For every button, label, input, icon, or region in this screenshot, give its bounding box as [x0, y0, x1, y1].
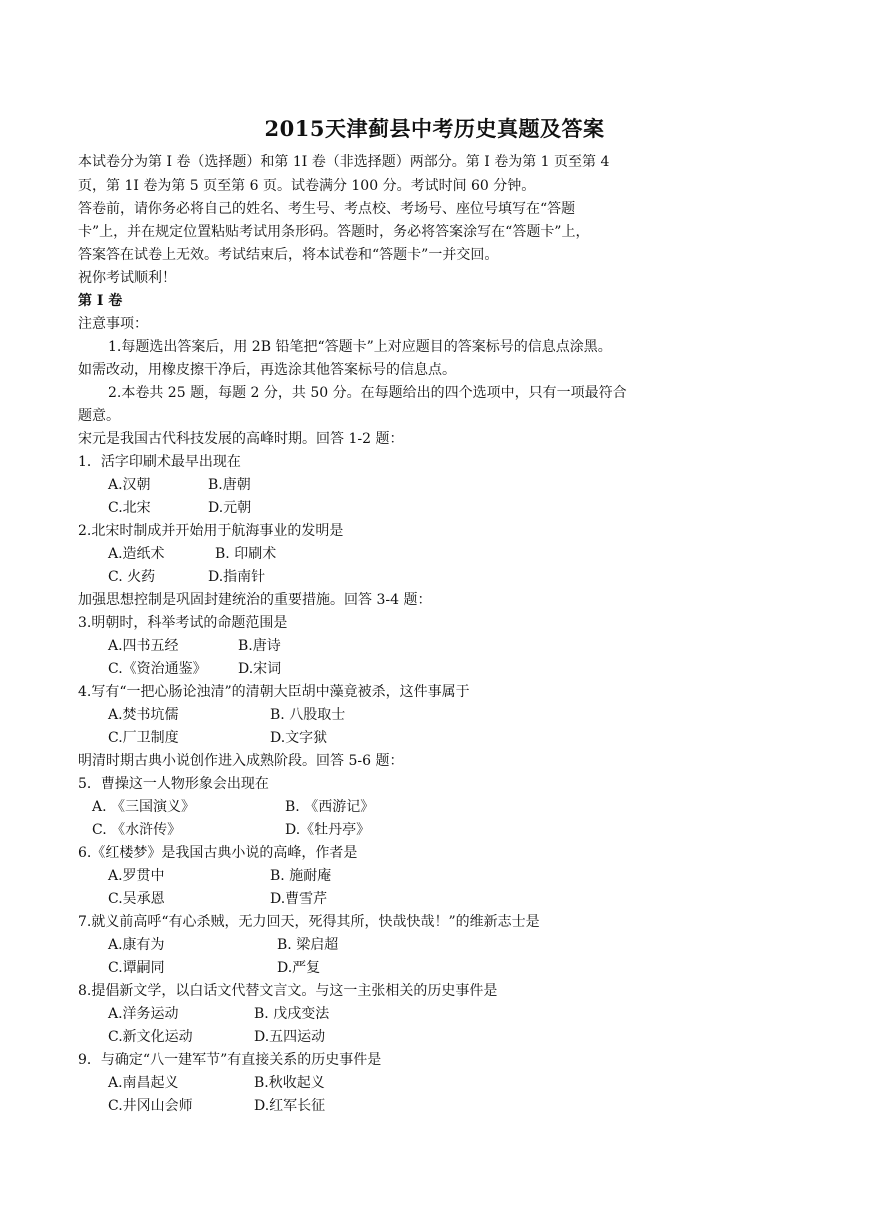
question-stem: 3.明朝时，科举考试的命题范围是	[78, 615, 288, 631]
option-c: C.谭嗣同	[108, 960, 165, 976]
option-a: A.洋务运动	[108, 1006, 179, 1022]
intro-line: 答案答在试卷上无效。考试结束后，将本试卷和“答题卡”一并交回。	[78, 247, 499, 263]
option-b: B. 印刷术	[215, 546, 277, 562]
notice-label: 注意事项：	[78, 316, 148, 332]
option-d: D.指南针	[208, 569, 266, 585]
option-a: A.四书五经	[108, 638, 179, 654]
intro-line: 答卷前，请你务必将自己的姓名、考生号、考点校、考场号、座位号填写在“答题	[78, 201, 576, 217]
option-c: C. 《水浒传》	[92, 822, 182, 838]
option-a: A.造纸术	[108, 546, 165, 562]
notice-line: 2.本卷共 25 题，每题 2 分，共 50 分。在每题给出的四个选项中，只有一项最符合	[108, 385, 627, 401]
group-intro: 加强思想控制是巩固封建统治的重要措施。回答 3-4 题：	[78, 592, 432, 608]
document-title: 2015天津蓟县中考历史真题及答案	[264, 116, 605, 141]
group-intro: 明清时期古典小说创作进入成熟阶段。回答 5-6 题：	[78, 753, 404, 769]
intro-line: 卡”上，并在规定位置粘贴考试用条形码。答题时，务必将答案涂写在“答题卡”上，	[78, 224, 590, 240]
option-c: C.北宋	[108, 500, 151, 516]
option-a: A.汉朝	[108, 477, 151, 493]
option-b: B. 施耐庵	[270, 868, 332, 884]
question-stem: 6.《红楼梦》是我国古典小说的高峰，作者是	[78, 845, 358, 861]
option-b: B.唐朝	[208, 477, 251, 493]
option-a: A. 《三国演义》	[92, 799, 196, 815]
option-c: C.吴承恩	[108, 891, 165, 907]
option-d: D.严复	[277, 960, 321, 976]
option-c: C.厂卫制度	[108, 730, 179, 746]
option-a: A.康有为	[108, 937, 165, 953]
option-c: C.《资治通鉴》	[108, 661, 207, 677]
option-a: A.罗贯中	[108, 868, 165, 884]
option-d: D.宋词	[238, 661, 282, 677]
question-stem: 8.提倡新文学，以白话文代替文言文。与这一主张相关的历史事件是	[78, 983, 498, 999]
option-d: D.五四运动	[254, 1029, 326, 1045]
option-c: C.井冈山会师	[108, 1098, 193, 1114]
question-stem: 5．曹操这一人物形象会出现在	[78, 776, 269, 792]
option-a: A.南昌起义	[108, 1075, 179, 1091]
option-b: B. 八股取士	[270, 707, 346, 723]
notice-line: 如需改动，用橡皮擦干净后，再选涂其他答案标号的信息点。	[78, 362, 456, 378]
section-title: 第 I 卷	[78, 293, 123, 309]
option-b: B.秋收起义	[254, 1075, 325, 1091]
option-b: B. 梁启超	[277, 937, 339, 953]
option-d: D.《牡丹亭》	[285, 822, 371, 838]
intro-line: 祝你考试顺利！	[78, 270, 176, 286]
notice-line: 1.每题选出答案后，用 2B 铅笔把“答题卡”上对应题目的答案标号的信息点涂黑。	[108, 339, 612, 355]
intro-line: 页，第 1I 卷为第 5 页至第 6 页。试卷满分 100 分。考试时间 60 分钟。	[78, 178, 536, 194]
option-b: B. 戊戌变法	[254, 1006, 330, 1022]
option-c: C.新文化运动	[108, 1029, 193, 1045]
intro-line: 本试卷分为第 I 卷（选择题）和第 1I 卷（非选择题）两部分。第 I 卷为第 1 页至第 4	[78, 154, 610, 170]
option-b: B.唐诗	[238, 638, 281, 654]
question-stem: 7.就义前高呼“有心杀贼，无力回天，死得其所，快哉快哉！”的维新志士是	[78, 914, 540, 930]
option-d: D.曹雪芹	[270, 891, 328, 907]
group-intro: 宋元是我国古代科技发展的高峰时期。回答 1-2 题：	[78, 431, 404, 447]
option-d: D.红军长征	[254, 1098, 326, 1114]
option-b: B. 《西游记》	[285, 799, 375, 815]
question-stem: 4.写有“一把心肠论浊清”的清朝大臣胡中藻竟被杀，这件事属于	[78, 684, 470, 700]
option-d: D.文字狱	[270, 730, 328, 746]
option-d: D.元朝	[208, 500, 252, 516]
option-a: A.焚书坑儒	[108, 707, 179, 723]
question-stem: 9．与确定“八一建军节”有直接关系的历史事件是	[78, 1052, 382, 1068]
option-c: C. 火药	[108, 569, 156, 585]
notice-line: 题意。	[78, 408, 120, 424]
question-stem: 1．活字印刷术最早出现在	[78, 454, 241, 470]
question-stem: 2.北宋时制成并开始用于航海事业的发明是	[78, 523, 344, 539]
